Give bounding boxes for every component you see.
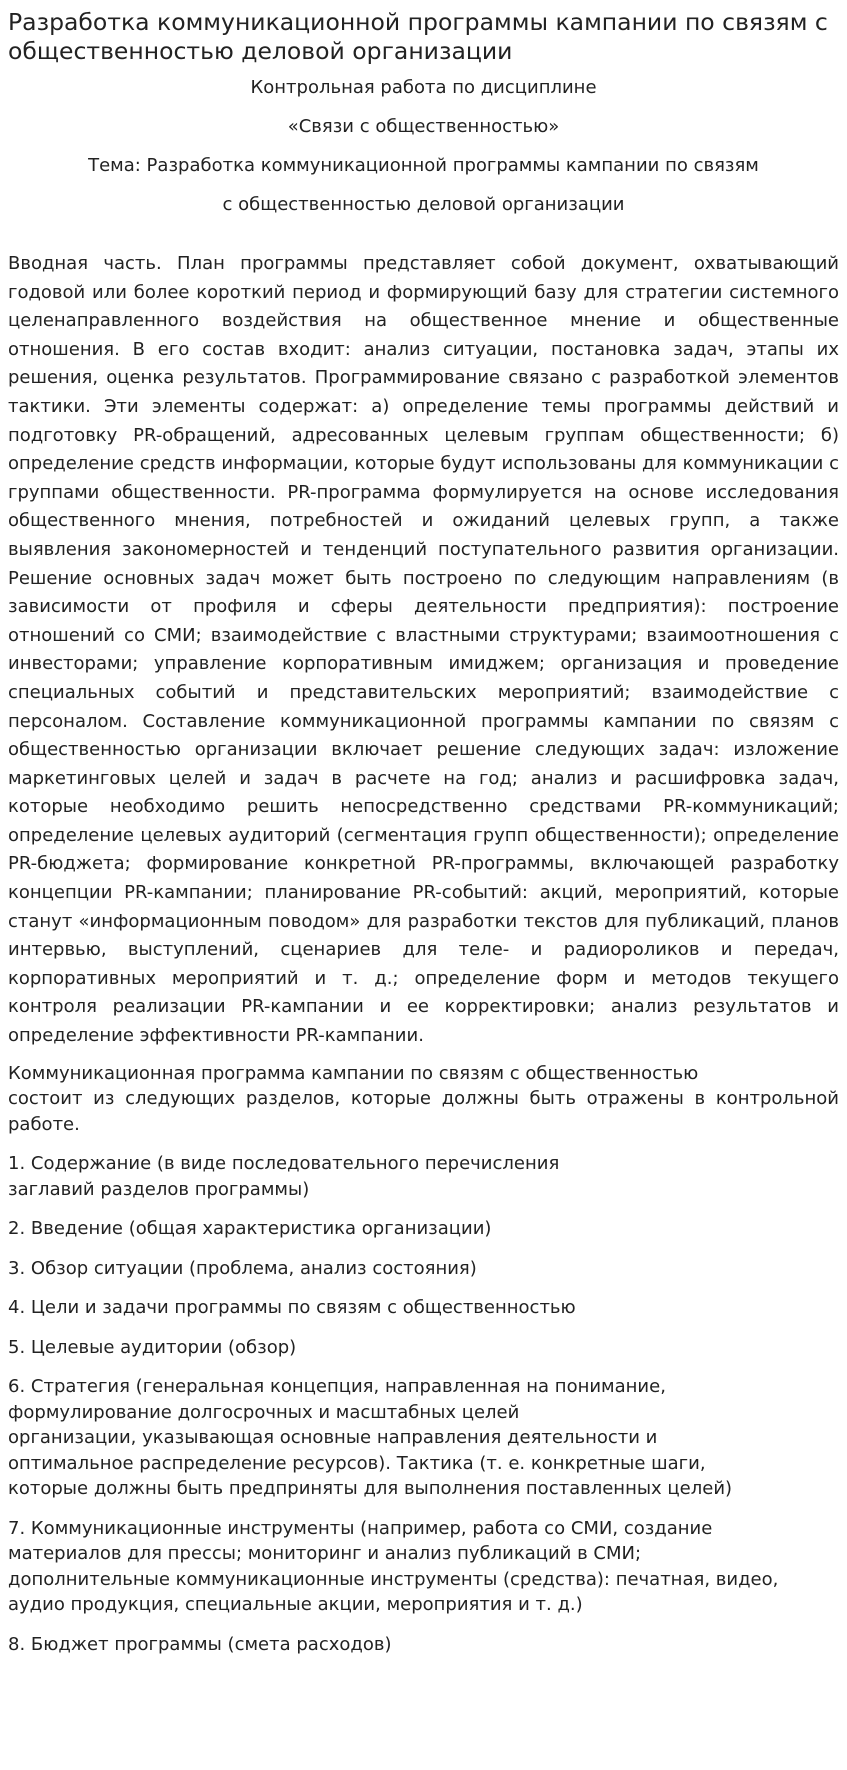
section-item: 6. Стратегия (генеральная концепция, направленная на понимание, формулирование долгосрочных и масштабных целей организации, указывающая основные направления деятельности и оптимальное распределение ресурсов). Тактика (т. е. конкретные шаги, которые должны быть предприняты для выполнения поставленных целей) [8,1376,733,1500]
section-item: 1. Содержание (в виде последовательного перечисления заглавий разделов программы) [8,1153,560,1200]
intro-paragraph: Вводная часть. План программы представляет собой документ, охватывающий годовой или более короткий период и формирующий базу для стратегии системного целенаправленного воздействия на общественное мнение и общественные отношения. В его состав входит: анализ ситуации, постановка задач, этапы их решения, оценка результатов. Программирование связано с разработкой элементов тактики. Эти элементы содержат: а) определение темы программы действий и подготовку PR-обращений, адресованных целевым группам общественности; б) определение средств информации, которые будут использованы для коммуникации с группами общественности. PR-программа формулируется на основе исследования общественного мнения, потребностей и ожиданий целевых групп, а также выявления закономерностей и тенденций поступательного развития организации. Решение основных задач может быть построено по следующим направлениям (в зависимости от профиля и сферы деятельности предприятия): построение отношений со СМИ; взаимодействие с властными структурами; взаимоотношения с инвесторами; управление корпоративным имиджем; организация и проведение специальных событий и представительских мероприятий; взаимодействие с персоналом. Составление коммуникационной программы кампании по связям с общественностью организации включает решение следующих задач: изложение маркетинговых целей и задач в расчете на год; анализ и расшифровка задач, которые необходимо решить непосредственно средствами PR-коммуникаций; определение целевых аудиторий (сегментация групп общественности); определение PR-бюджета; формирование конкретной PR-программы, включающей разработку концепции PR-кампании; планирование PR-событий: акций, мероприятий, которые станут «информационным поводом» для разработки текстов для публикаций, планов интервью, выступлений, сценариев для теле- и радиороликов и передач, корпоративных мероприятий и т. д.; определение форм и методов текущего контроля реализации PR-кампании и ее корректировки; анализ результатов и определение эффективности PR-кампании. [8,253,839,1047]
subtitle-block [8,76,839,217]
section-item: 8. Бюджет программы (смета расходов) [8,1633,392,1655]
subtitle-line: Тема: Разработка коммуникационной программы кампании по связям [88,155,759,176]
sections-intro-paragraph: Коммуникационная программа кампании по связям с общественностью состоит из следующих разделов, которые должны быть отражены в контрольной работе. [8,1062,839,1135]
section-item: 2. Введение (общая характеристика организации) [8,1218,492,1240]
subtitle-line: «Связи с общественностью» [287,116,560,137]
section-item: 3. Обзор ситуации (проблема, анализ состояния) [8,1257,477,1279]
subtitle-line: Контрольная работа по дисциплине [250,77,597,98]
sections-list [8,1151,839,1657]
section-item: 7. Коммуникационные инструменты (например, работа со СМИ, создание материалов для прессы; мониторинг и анализ публикаций в СМИ; дополнительные коммуникационные инструменты (средства): печатная, видео, аудио продукция, специальные акции, мероприятия и т. д.) [8,1517,779,1616]
section-item: 5. Целевые аудитории (обзор) [8,1336,297,1358]
document-title: Разработка коммуникационной программы кампании по связям с общественностью деловой организации [8,8,828,65]
subtitle-line: с общественностью деловой организации [222,194,625,215]
section-item: 4. Цели и задачи программы по связям с общественностью [8,1297,576,1319]
